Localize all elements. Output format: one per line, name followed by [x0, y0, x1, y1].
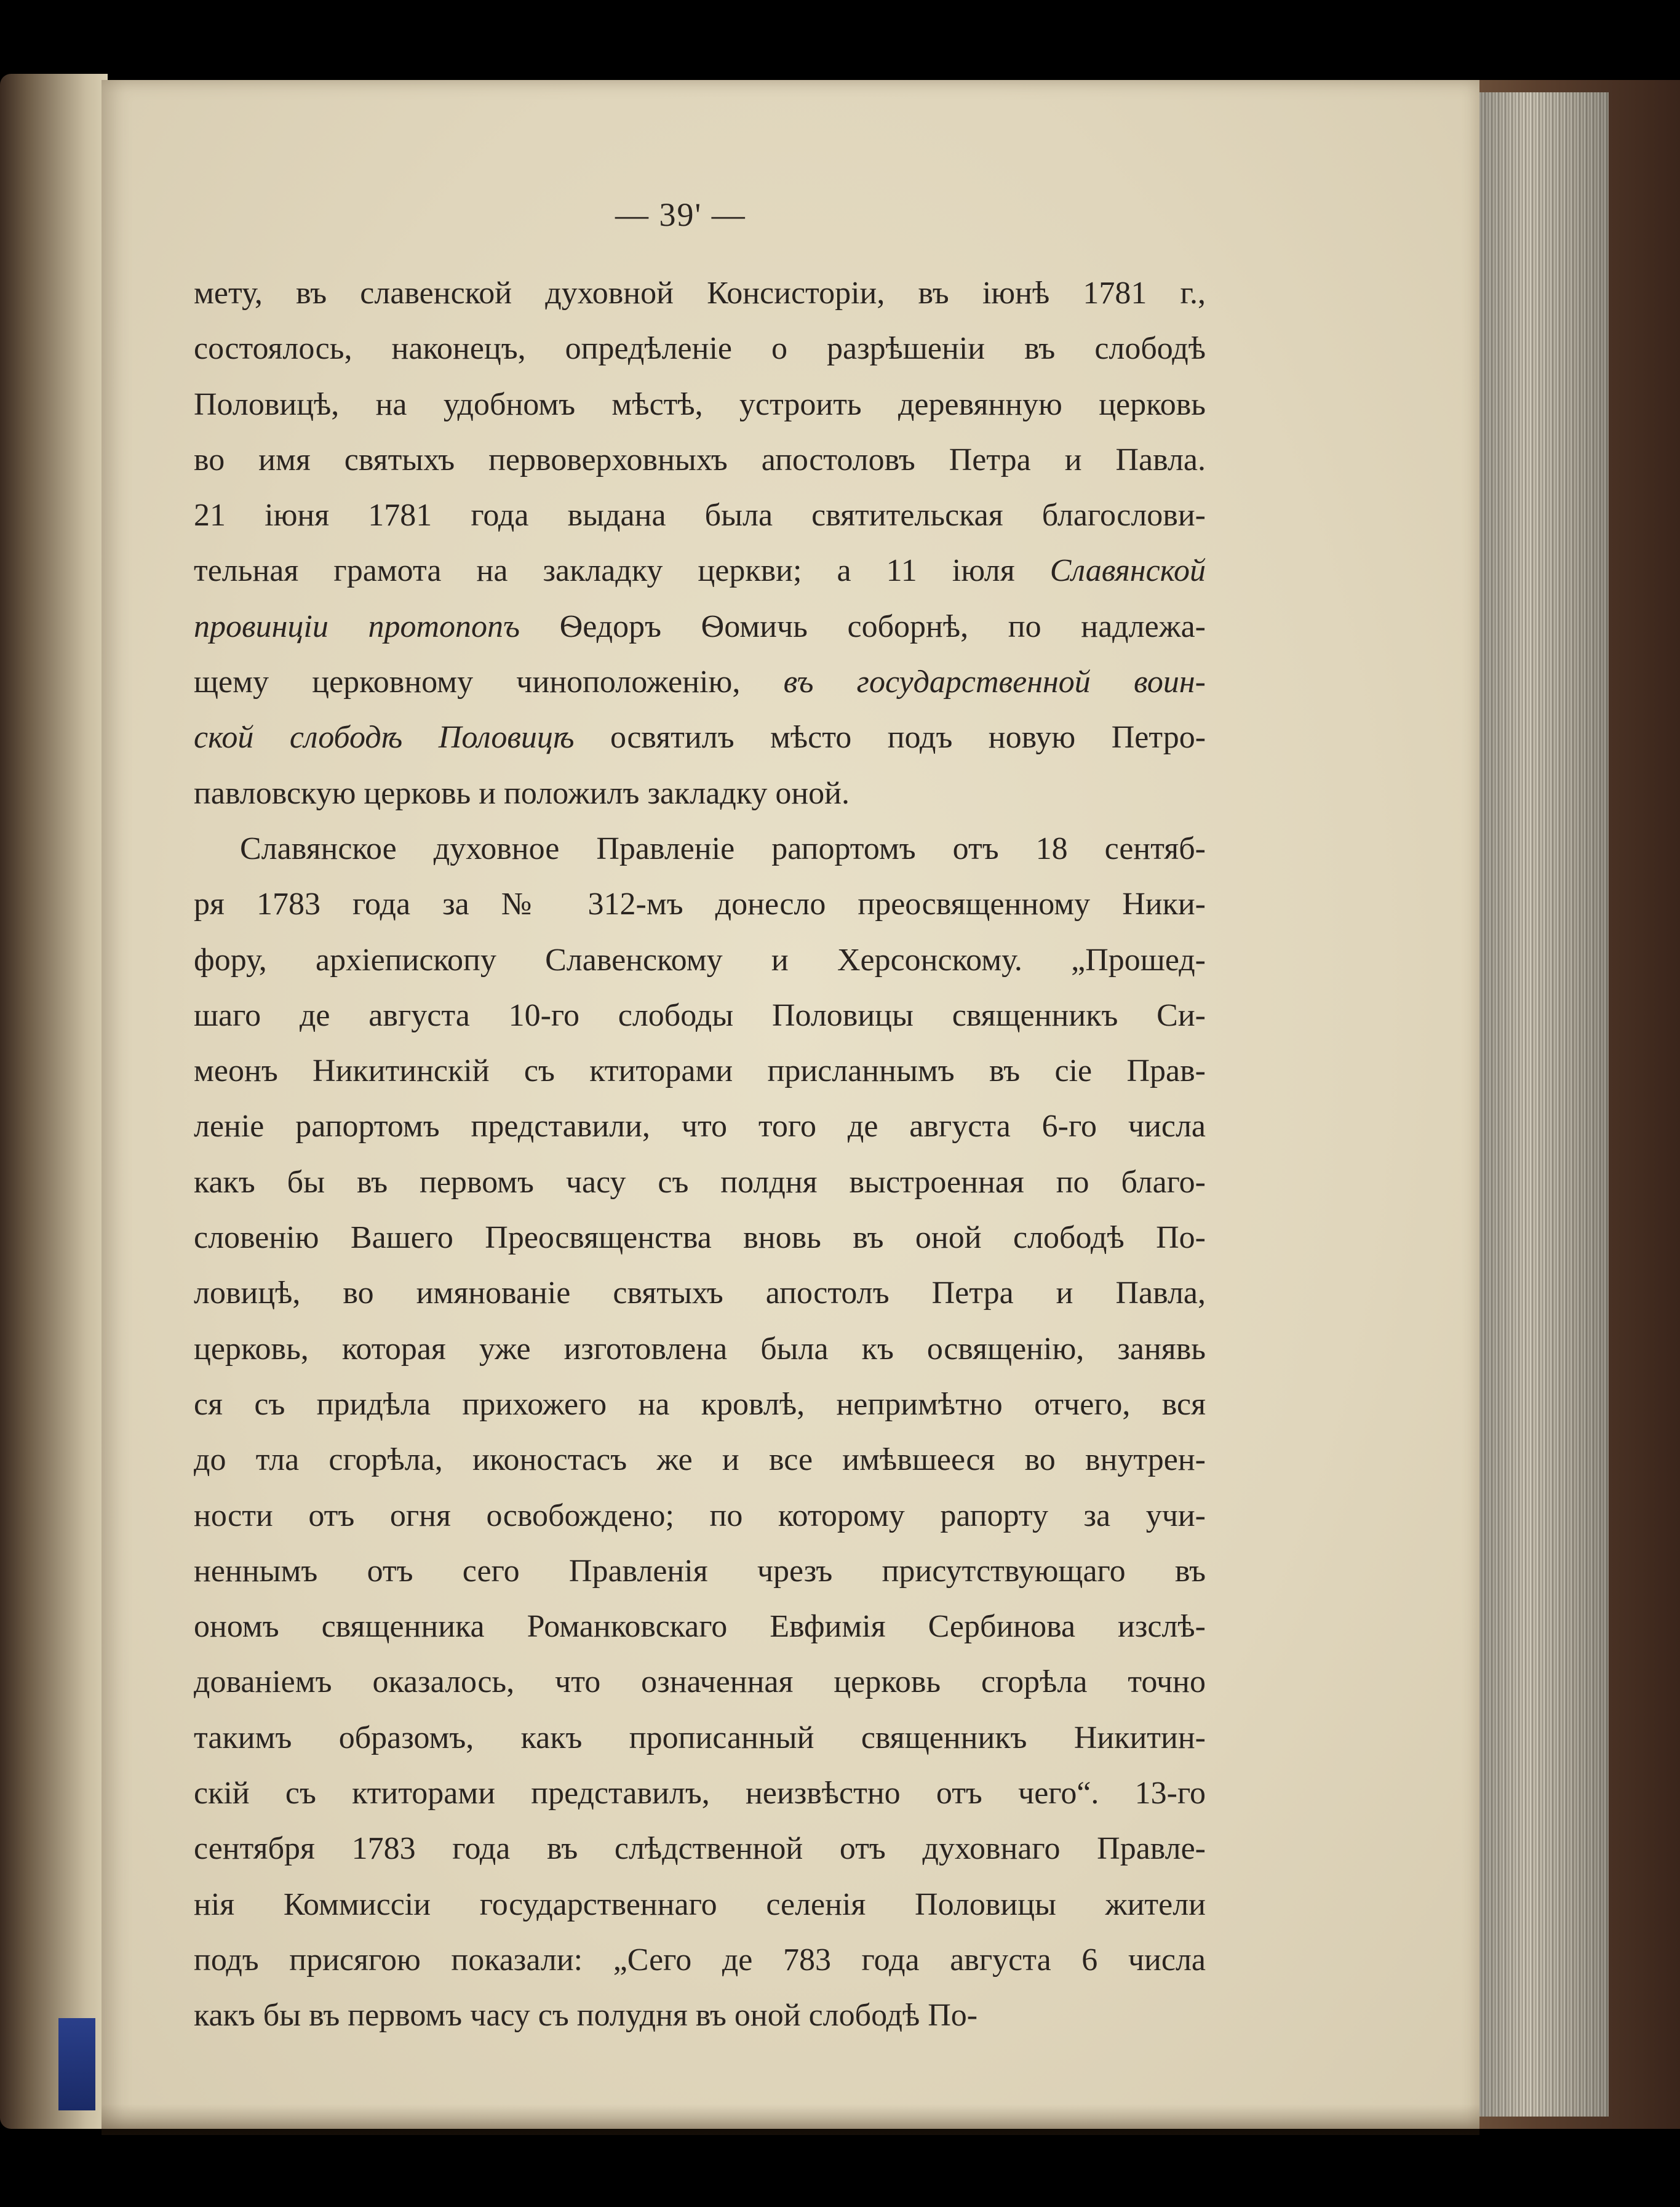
text-span: ономъ священника Романковскаго Евфимія Сербинова изслѣ-: [194, 1609, 1206, 1645]
text-span: щему церковному чиноположенію,: [194, 664, 784, 700]
text-span: какъ бы въ первомъ часу съ полудня въ оной слободѣ По-: [194, 1998, 978, 2033]
text-span: сентября 1783 года въ слѣдственной отъ духовнаго Правле-: [194, 1831, 1206, 1867]
text-line: [194, 1877, 1206, 1933]
text-span: неннымъ отъ сего Правленія чрезъ присутствующаго въ: [194, 1553, 1206, 1589]
text-line: [194, 488, 1206, 543]
text-line: [194, 1599, 1206, 1654]
text-span: до тла сгорѣла, иконостасъ же и все имѣвшееся во внутрен-: [194, 1442, 1206, 1478]
text-line: [194, 266, 1206, 321]
text-span: скій съ ктиторами представилъ, неизвѣстно отъ чего“. 13-го: [194, 1776, 1206, 1811]
text-line: [194, 321, 1206, 377]
text-span: тельная грамота на закладку церкви; а 11 іюля: [194, 553, 1050, 589]
text-span: леніе рапортомъ представили, что того де августа 6-го числа: [194, 1109, 1206, 1144]
text-line: [194, 1766, 1206, 1821]
text-span: Ѳедоръ Ѳомичь соборнѣ, по надлежа-: [520, 609, 1206, 644]
text-line: [194, 821, 1206, 877]
text-line: [194, 1377, 1206, 1432]
text-line: [194, 1044, 1206, 1099]
text-span: меонъ Никитинскій съ ктиторами присланнымъ въ сіе Прав-: [194, 1053, 1206, 1089]
text-line: [194, 988, 1206, 1044]
text-span: словенію Вашего Преосвященства вновь въ оной слободѣ По-: [194, 1220, 1206, 1256]
left-cover-binding: [58, 2018, 95, 2110]
text-line: [194, 1432, 1206, 1488]
text-line: [194, 543, 1206, 599]
italic-text: въ государственной воин-: [783, 664, 1206, 700]
text-span: павловскую церковь и положилъ закладку оной.: [194, 775, 850, 811]
text-line: [194, 1488, 1206, 1544]
text-span: фору, архіепископу Славенскому и Херсонскому. „Прошед-: [194, 942, 1206, 978]
text-line: [194, 433, 1206, 488]
italic-text: Славянской: [1049, 553, 1206, 589]
text-line: [194, 710, 1206, 765]
text-span: освятилъ мѣсто подъ новую Петро-: [574, 720, 1206, 756]
text-span: Половицѣ, на удобномъ мѣстѣ, устроить деревянную церковь: [194, 386, 1206, 422]
text-span: подъ присягою показали: „Сего де 783 года августа 6 числа: [194, 1942, 1206, 1978]
text-line: [194, 1266, 1206, 1321]
text-span: Славянское духовное Правленіе рапортомъ отъ 18 сентяб-: [240, 831, 1206, 866]
text-line: [194, 1988, 1206, 2043]
text-span: какъ бы въ первомъ часу съ полдня выстроенная по благо-: [194, 1164, 1206, 1200]
text-line: [194, 766, 1206, 821]
page-block-shadow: [1473, 92, 1609, 2117]
text-span: нія Коммиссіи государственнаго селенія Половицы жители: [194, 1886, 1206, 1922]
text-span: ся съ придѣла прихожего на кровлѣ, непримѣтно отчего, вся: [194, 1386, 1206, 1422]
text-line: [194, 877, 1206, 932]
page-bottom-shadow: [102, 2104, 1479, 2135]
text-line: [194, 1654, 1206, 1710]
text-line: [194, 1099, 1206, 1154]
text-line: [194, 599, 1206, 655]
italic-text: ской слободѣ Половицѣ: [194, 720, 575, 756]
text-line: [194, 1210, 1206, 1266]
text-span: 21 іюня 1781 года выдана была святительская благослови-: [194, 498, 1206, 533]
text-line: [194, 1933, 1206, 1988]
left-page-edge: [0, 74, 108, 2129]
text-span: ловицѣ, во имянованіе святыхъ апостолъ Петра и Павла,: [194, 1275, 1206, 1311]
text-span: такимъ образомъ, какъ прописанный священникъ Никитин-: [194, 1720, 1206, 1755]
text-span: во имя святыхъ первоверховныхъ апостоловъ Петра и Павла.: [194, 442, 1206, 477]
text-line: [194, 1544, 1206, 1599]
text-span: ря 1783 года за № 312-мъ донесло преосвященному Ники-: [194, 887, 1206, 922]
text-span: дованіемъ оказалось, что означенная церковь сгорѣла точно: [194, 1664, 1206, 1700]
body-text: [194, 266, 1206, 2044]
text-line: [194, 1710, 1206, 1766]
text-span: церковь, которая уже изготовлена была къ освященію, занявь: [194, 1331, 1206, 1367]
text-line: [194, 377, 1206, 433]
text-line: [194, 1155, 1206, 1210]
text-span: мету, въ славенской духовной Консисторіи, въ іюнѣ 1781 г.,: [194, 276, 1206, 311]
italic-text: провинціи протопопъ: [194, 609, 520, 644]
text-line: [194, 1322, 1206, 1377]
text-span: состоялось, наконецъ, опредѣленіе о разрѣшеніи въ слободѣ: [194, 331, 1206, 367]
text-line: [194, 655, 1206, 710]
text-line: [194, 933, 1206, 988]
text-line: [194, 1821, 1206, 1877]
text-span: шаго де августа 10-го слободы Половицы священникъ Си-: [194, 997, 1206, 1033]
text-span: ности отъ огня освобождено; по которому рапорту за учи-: [194, 1498, 1206, 1533]
page-number-text: — 39' —: [615, 196, 746, 233]
